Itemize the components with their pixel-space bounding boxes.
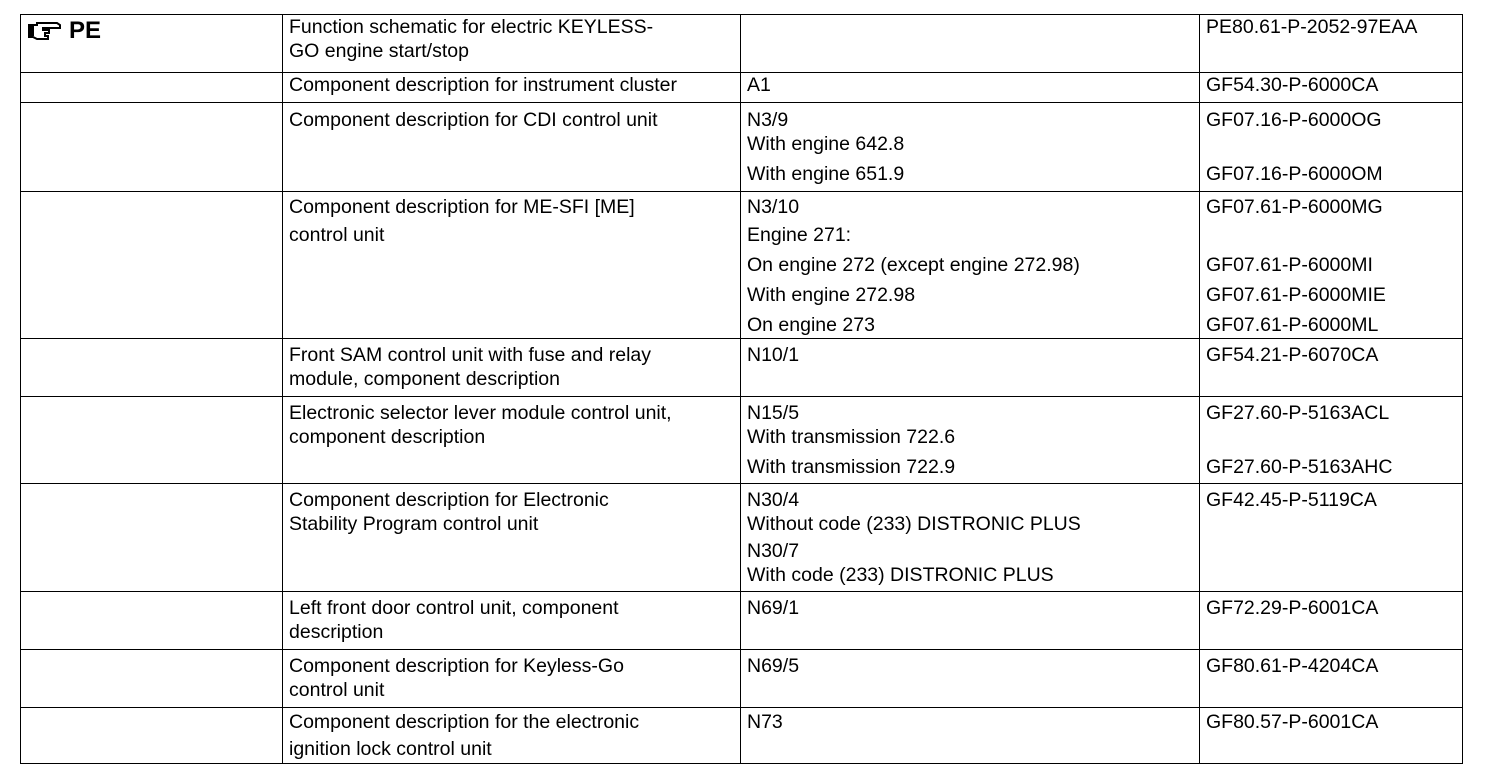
document-number: GF07.61-P-6000MIE [1206,284,1386,306]
document-number-cell [1200,708,1463,764]
component-line: With engine 642.8 [747,133,905,155]
description-cell [283,592,741,650]
description-line: control unit [289,679,385,701]
description-line: Electronic selector lever module control unit, [289,402,672,424]
description-line: Component description for Electronic [289,489,609,511]
description-line: module, component description [289,368,560,390]
description-cell [283,103,741,192]
component-line: On engine 273 [747,314,875,336]
component-line: With code (233) DISTRONIC PLUS [747,564,1054,586]
pe-badge [27,15,276,43]
table-row [21,192,1463,339]
document-number: GF42.45-P-5119CA [1206,489,1377,511]
description-line: ignition lock control unit [289,738,492,760]
document-number: GF72.29-P-6001CA [1206,597,1379,619]
component-cell [741,15,1200,73]
component-line: Without code (233) DISTRONIC PLUS [747,513,1081,535]
component-line: N10/1 [747,344,800,366]
component-line: N69/5 [747,655,800,677]
document-number: GF80.61-P-4204CA [1206,655,1379,677]
description-line: GO engine start/stop [289,40,469,62]
component-line: N30/7 [747,540,800,562]
table-row [21,484,1463,592]
component-line: N3/10 [747,196,800,218]
component-line: A1 [747,74,771,96]
document-number-cell [1200,192,1463,339]
document-number: GF07.16-P-6000OM [1206,163,1383,185]
document-number-cell [1200,484,1463,592]
document-number-cell [1200,339,1463,397]
description-cell [283,192,741,339]
component-line: With transmission 722.6 [747,426,956,448]
document-number: GF80.57-P-6001CA [1206,711,1379,733]
empty-cell [21,103,283,192]
empty-cell [21,592,283,650]
component-line: N15/5 [747,402,800,424]
empty-cell [21,650,283,708]
table-row [21,592,1463,650]
reference-table [20,14,1463,764]
component-cell [741,339,1200,397]
component-cell [741,397,1200,484]
component-line: N30/4 [747,489,800,511]
component-line: With engine 651.9 [747,163,905,185]
document-number-cell [1200,73,1463,103]
empty-cell [21,397,283,484]
document-number-cell [1200,397,1463,484]
description-line: Function schematic for electric KEYLESS- [289,16,654,38]
description-cell [283,339,741,397]
component-cell [741,192,1200,339]
description-line: Component description for Keyless-Go [289,655,624,677]
component-line: On engine 272 (except engine 272.98) [747,254,1080,276]
description-cell [283,73,741,103]
component-line: Engine 271: [747,224,852,246]
document-number: GF27.60-P-5163ACL [1206,402,1390,424]
document-number [1206,223,1456,247]
document-number-cell [1200,15,1463,73]
document-number-cell [1200,592,1463,650]
empty-cell [21,73,283,103]
description-line: Stability Program control unit [289,513,539,535]
component-cell [741,484,1200,592]
description-line: Front SAM control unit with fuse and relay [289,344,651,366]
document-number: GF54.21-P-6070CA [1206,344,1379,366]
component-cell [741,103,1200,192]
description-line: Component description for instrument cluster [289,74,678,96]
table-row [21,650,1463,708]
document-number [1206,132,1456,156]
component-cell [741,650,1200,708]
pe-label: PE [69,17,102,44]
description-line: description [289,621,384,643]
component-line: N69/1 [747,597,800,619]
document-number: GF07.61-P-6000ML [1206,314,1379,336]
table-row [21,73,1463,103]
description-cell [283,15,741,73]
description-cell [283,484,741,592]
empty-cell [21,484,283,592]
component-cell [741,73,1200,103]
component-cell [741,708,1200,764]
document-number-cell [1200,650,1463,708]
table-row [21,397,1463,484]
badge-cell [21,15,283,73]
component-cell [741,592,1200,650]
document-number: GF27.60-P-5163AHC [1206,456,1393,478]
component-line: N73 [747,711,783,733]
description-cell [283,650,741,708]
document-number: GF07.61-P-6000MI [1206,254,1373,276]
table-row [21,103,1463,192]
component-line: With transmission 722.9 [747,456,956,478]
description-line: component description [289,426,486,448]
empty-cell [21,192,283,339]
description-line: Left front door control unit, component [289,597,619,619]
component-line: With engine 272.98 [747,284,916,306]
document-number: GF07.61-P-6000MG [1206,196,1383,218]
document-sheet [20,14,1462,766]
pointing-hand-icon [27,19,65,43]
description-line: Component description for ME-SFI [ME] [289,196,635,218]
empty-cell [21,708,283,764]
document-number-cell [1200,103,1463,192]
empty-cell [21,339,283,397]
description-cell [283,708,741,764]
description-line: control unit [289,224,385,246]
document-number: GF54.30-P-6000CA [1206,74,1379,96]
component-line: N3/9 [747,109,789,131]
document-number [1206,425,1456,449]
document-number: PE80.61-P-2052-97EAA [1206,16,1418,38]
document-number: GF07.16-P-6000OG [1206,109,1382,131]
description-line: Component description for the electronic [289,711,640,733]
table-row [21,15,1463,73]
description-line: Component description for CDI control unit [289,109,658,131]
description-cell [283,397,741,484]
table-row [21,339,1463,397]
table-row [21,708,1463,764]
